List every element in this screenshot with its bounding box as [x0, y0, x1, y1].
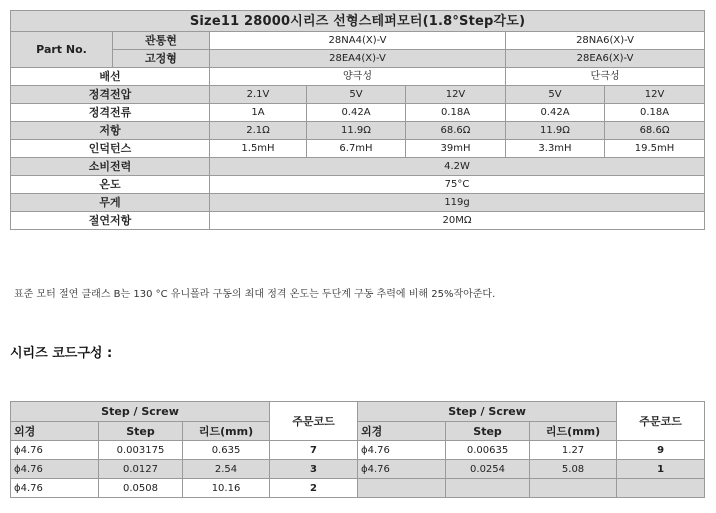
empty-cell: [617, 479, 705, 498]
code-cell: ϕ4.76: [358, 441, 446, 460]
part-fixed-row: [11, 50, 705, 68]
spec-cell: 11.9Ω: [506, 122, 605, 140]
temperature-label: 온도: [11, 176, 210, 194]
spec-cell: 5V: [307, 86, 406, 104]
code-row: [11, 460, 705, 479]
fixed-part-unipolar: 28EA6(X)-V: [506, 50, 705, 68]
row-label: 정격전류: [11, 104, 210, 122]
through-part-unipolar: 28NA6(X)-V: [506, 32, 705, 50]
spec-row-inductance: [11, 140, 705, 158]
part-no-label: Part No.: [11, 32, 113, 68]
fixed-part-bipolar: 28EA4(X)-V: [210, 50, 506, 68]
spec-cell: 0.18A: [605, 104, 705, 122]
step-header: Step: [99, 422, 183, 441]
code-cell: 5.08: [530, 460, 617, 479]
spec-title-row: [11, 11, 705, 32]
wiring-row: [11, 68, 705, 86]
lead-header: 리드(mm): [183, 422, 270, 441]
spec-row-power: [11, 158, 705, 176]
series-code-table: [10, 401, 705, 498]
code-cell: 0.0254: [446, 460, 530, 479]
step-screw-header-left: Step / Screw: [11, 402, 270, 422]
code-row: [11, 479, 705, 498]
code-cell: 1.27: [530, 441, 617, 460]
order-code: 9: [617, 441, 705, 460]
code-row: [11, 441, 705, 460]
lead-header: 리드(mm): [530, 422, 617, 441]
code-cell: ϕ4.76: [358, 460, 446, 479]
empty-cell: [446, 479, 530, 498]
wiring-label: 배선: [11, 68, 210, 86]
through-part-bipolar: 28NA4(X)-V: [210, 32, 506, 50]
order-code: 7: [270, 441, 358, 460]
order-code-header-left: 주문코드: [270, 402, 358, 441]
spec-cell: 68.6Ω: [605, 122, 705, 140]
diameter-header: 외경: [358, 422, 446, 441]
series-code-heading: 시리즈 코드구성 :: [10, 346, 113, 361]
wiring-bipolar: 양극성: [210, 68, 506, 86]
row-label: 정격전압: [11, 86, 210, 104]
spec-cell: 12V: [605, 86, 705, 104]
spec-cell: 0.42A: [307, 104, 406, 122]
code-cell: ϕ4.76: [11, 441, 99, 460]
spec-cell: 0.42A: [506, 104, 605, 122]
insulation-note: 표준 모터 절연 클래스 B는 130 °C 유니폴라 구동의 최대 정격 온도는 두단계 구동 추력에 비해 25%작아준다.: [14, 289, 496, 300]
spec-row-resistance: [11, 122, 705, 140]
insulation-value: 20MΩ: [210, 212, 705, 230]
weight-value: 119g: [210, 194, 705, 212]
spec-title: Size11 28000시리즈 선형스테퍼모터(1.8°Step각도): [11, 11, 705, 32]
spec-row-temperature: [11, 176, 705, 194]
spec-row-weight: [11, 194, 705, 212]
spec-cell: 2.1Ω: [210, 122, 307, 140]
code-cell: 0.00635: [446, 441, 530, 460]
order-code-header-right: 주문코드: [617, 402, 705, 441]
order-code: 1: [617, 460, 705, 479]
through-type-label: 관통현: [113, 32, 210, 50]
weight-label: 무게: [11, 194, 210, 212]
step-screw-header-right: Step / Screw: [358, 402, 617, 422]
insulation-label: 절연저항: [11, 212, 210, 230]
spec-cell: 2.1V: [210, 86, 307, 104]
empty-cell: [358, 479, 446, 498]
spec-row-current: [11, 104, 705, 122]
spec-cell: 0.18A: [406, 104, 506, 122]
order-code: 3: [270, 460, 358, 479]
code-cell: ϕ4.76: [11, 460, 99, 479]
wiring-unipolar: 단극성: [506, 68, 705, 86]
empty-cell: [530, 479, 617, 498]
code-header-row-1: [11, 402, 705, 422]
spec-cell: 6.7mH: [307, 140, 406, 158]
order-code: 2: [270, 479, 358, 498]
part-through-row: [11, 32, 705, 50]
code-cell: 2.54: [183, 460, 270, 479]
spec-cell: 39mH: [406, 140, 506, 158]
code-cell: 0.635: [183, 441, 270, 460]
code-cell: 10.16: [183, 479, 270, 498]
spec-cell: 1A: [210, 104, 307, 122]
spec-cell: 5V: [506, 86, 605, 104]
code-cell: 0.0127: [99, 460, 183, 479]
spec-row-voltage: [11, 86, 705, 104]
spec-cell: 19.5mH: [605, 140, 705, 158]
row-label: 저항: [11, 122, 210, 140]
spec-row-insulation: [11, 212, 705, 230]
step-header: Step: [446, 422, 530, 441]
temperature-value: 75°C: [210, 176, 705, 194]
code-cell: 0.0508: [99, 479, 183, 498]
spec-cell: 1.5mH: [210, 140, 307, 158]
motor-spec-table: [10, 10, 705, 230]
code-cell: 0.003175: [99, 441, 183, 460]
power-label: 소비전력: [11, 158, 210, 176]
power-value: 4.2W: [210, 158, 705, 176]
code-header-row-2: [11, 422, 705, 441]
fixed-type-label: 고정형: [113, 50, 210, 68]
row-label: 인덕턴스: [11, 140, 210, 158]
spec-cell: 3.3mH: [506, 140, 605, 158]
diameter-header: 외경: [11, 422, 99, 441]
spec-cell: 12V: [406, 86, 506, 104]
code-cell: ϕ4.76: [11, 479, 99, 498]
spec-cell: 68.6Ω: [406, 122, 506, 140]
spec-cell: 11.9Ω: [307, 122, 406, 140]
